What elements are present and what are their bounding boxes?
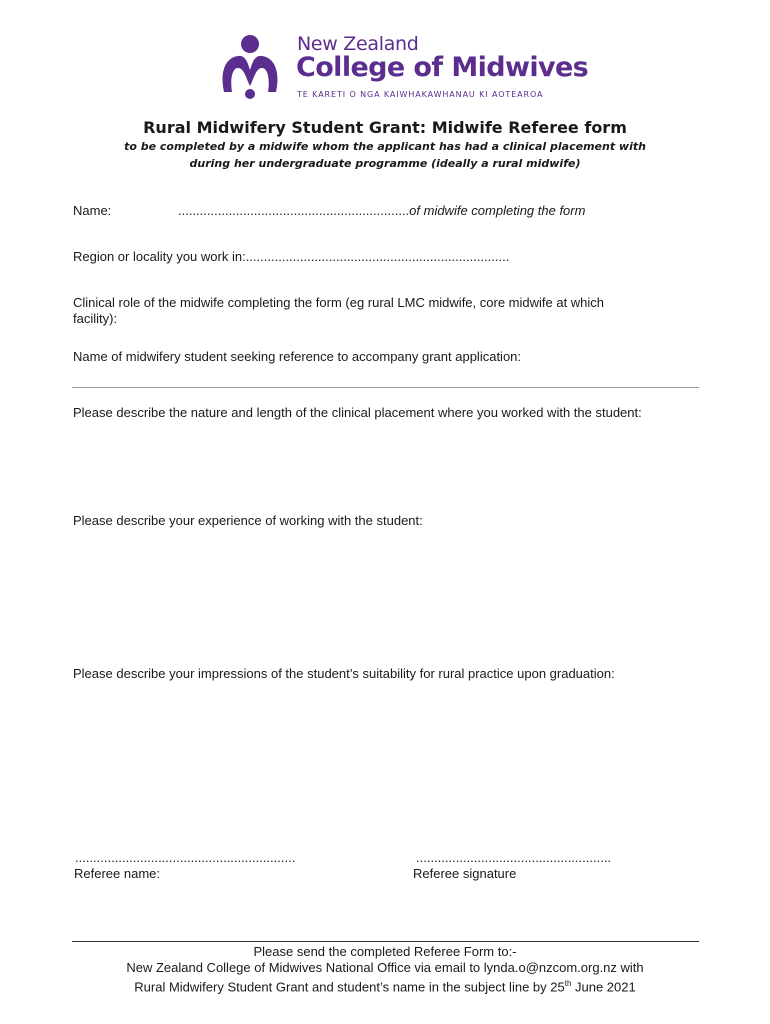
answer-area-placement[interactable] (72, 425, 699, 510)
referee-name-field[interactable]: ............................................................. (75, 850, 296, 865)
answer-area-impressions[interactable] (72, 686, 699, 846)
name-hint: of midwife completing the form (409, 203, 586, 218)
question-experience: Please describe your experience of working with the student: (73, 513, 423, 528)
question-placement: Please describe the nature and length of the clinical placement where you worked with the student: (73, 405, 642, 420)
footer-line-3-post: June 2021 (571, 979, 636, 995)
footer-line-3-pre: Rural Midwifery Student Grant and student’s name in the subject line by 25 (134, 979, 565, 995)
footer-line-3 (0, 976, 770, 995)
form-subtitle-line-2: during her undergraduate programme (ideally a rural midwife) (189, 157, 581, 170)
form-title: Rural Midwifery Student Grant: Midwife Referee form (143, 118, 627, 137)
footer-line-2: New Zealand College of Midwives National Office via email to lynda.o@nzcom.org.nz with (126, 960, 644, 975)
referee-name-label: Referee name: (74, 866, 160, 881)
logo-tagline: TE KARETI O NGA KAIWHAKAWHANAU KI AOTEAROA (297, 90, 544, 99)
referee-signature-label: Referee signature (413, 866, 517, 881)
name-label: Name: (73, 203, 112, 218)
footer-line-3-sup: th (564, 979, 572, 988)
footer-divider (72, 941, 699, 942)
clinical-role-label-line-2: facility): (73, 311, 118, 326)
clinical-role-label-line-1: Clinical role of the midwife completing the form (eg rural LMC midwife, core midwife at which (73, 295, 605, 310)
form-subtitle-line-1: to be completed by a midwife whom the applicant has had a clinical placement with (124, 140, 646, 153)
answer-area-experience[interactable] (72, 533, 699, 658)
region-field[interactable]: Region or locality you work in:......................................................................... (73, 249, 510, 264)
name-dots: ................................................................ (178, 203, 410, 218)
college-logo-icon (218, 34, 282, 100)
logo-line-1: New Zealand (297, 33, 419, 55)
name-field[interactable] (178, 203, 585, 219)
footer-line-1: Please send the completed Referee Form to:- (253, 944, 517, 959)
question-impressions: Please describe your impressions of the student’s suitability for rural practice upon graduation: (73, 666, 615, 681)
student-name-line[interactable] (72, 387, 699, 388)
student-name-label: Name of midwifery student seeking reference to accompany grant application: (73, 349, 522, 364)
logo-line-2: College of Midwives (296, 52, 589, 83)
referee-signature-field[interactable]: ...................................................... (416, 850, 612, 865)
